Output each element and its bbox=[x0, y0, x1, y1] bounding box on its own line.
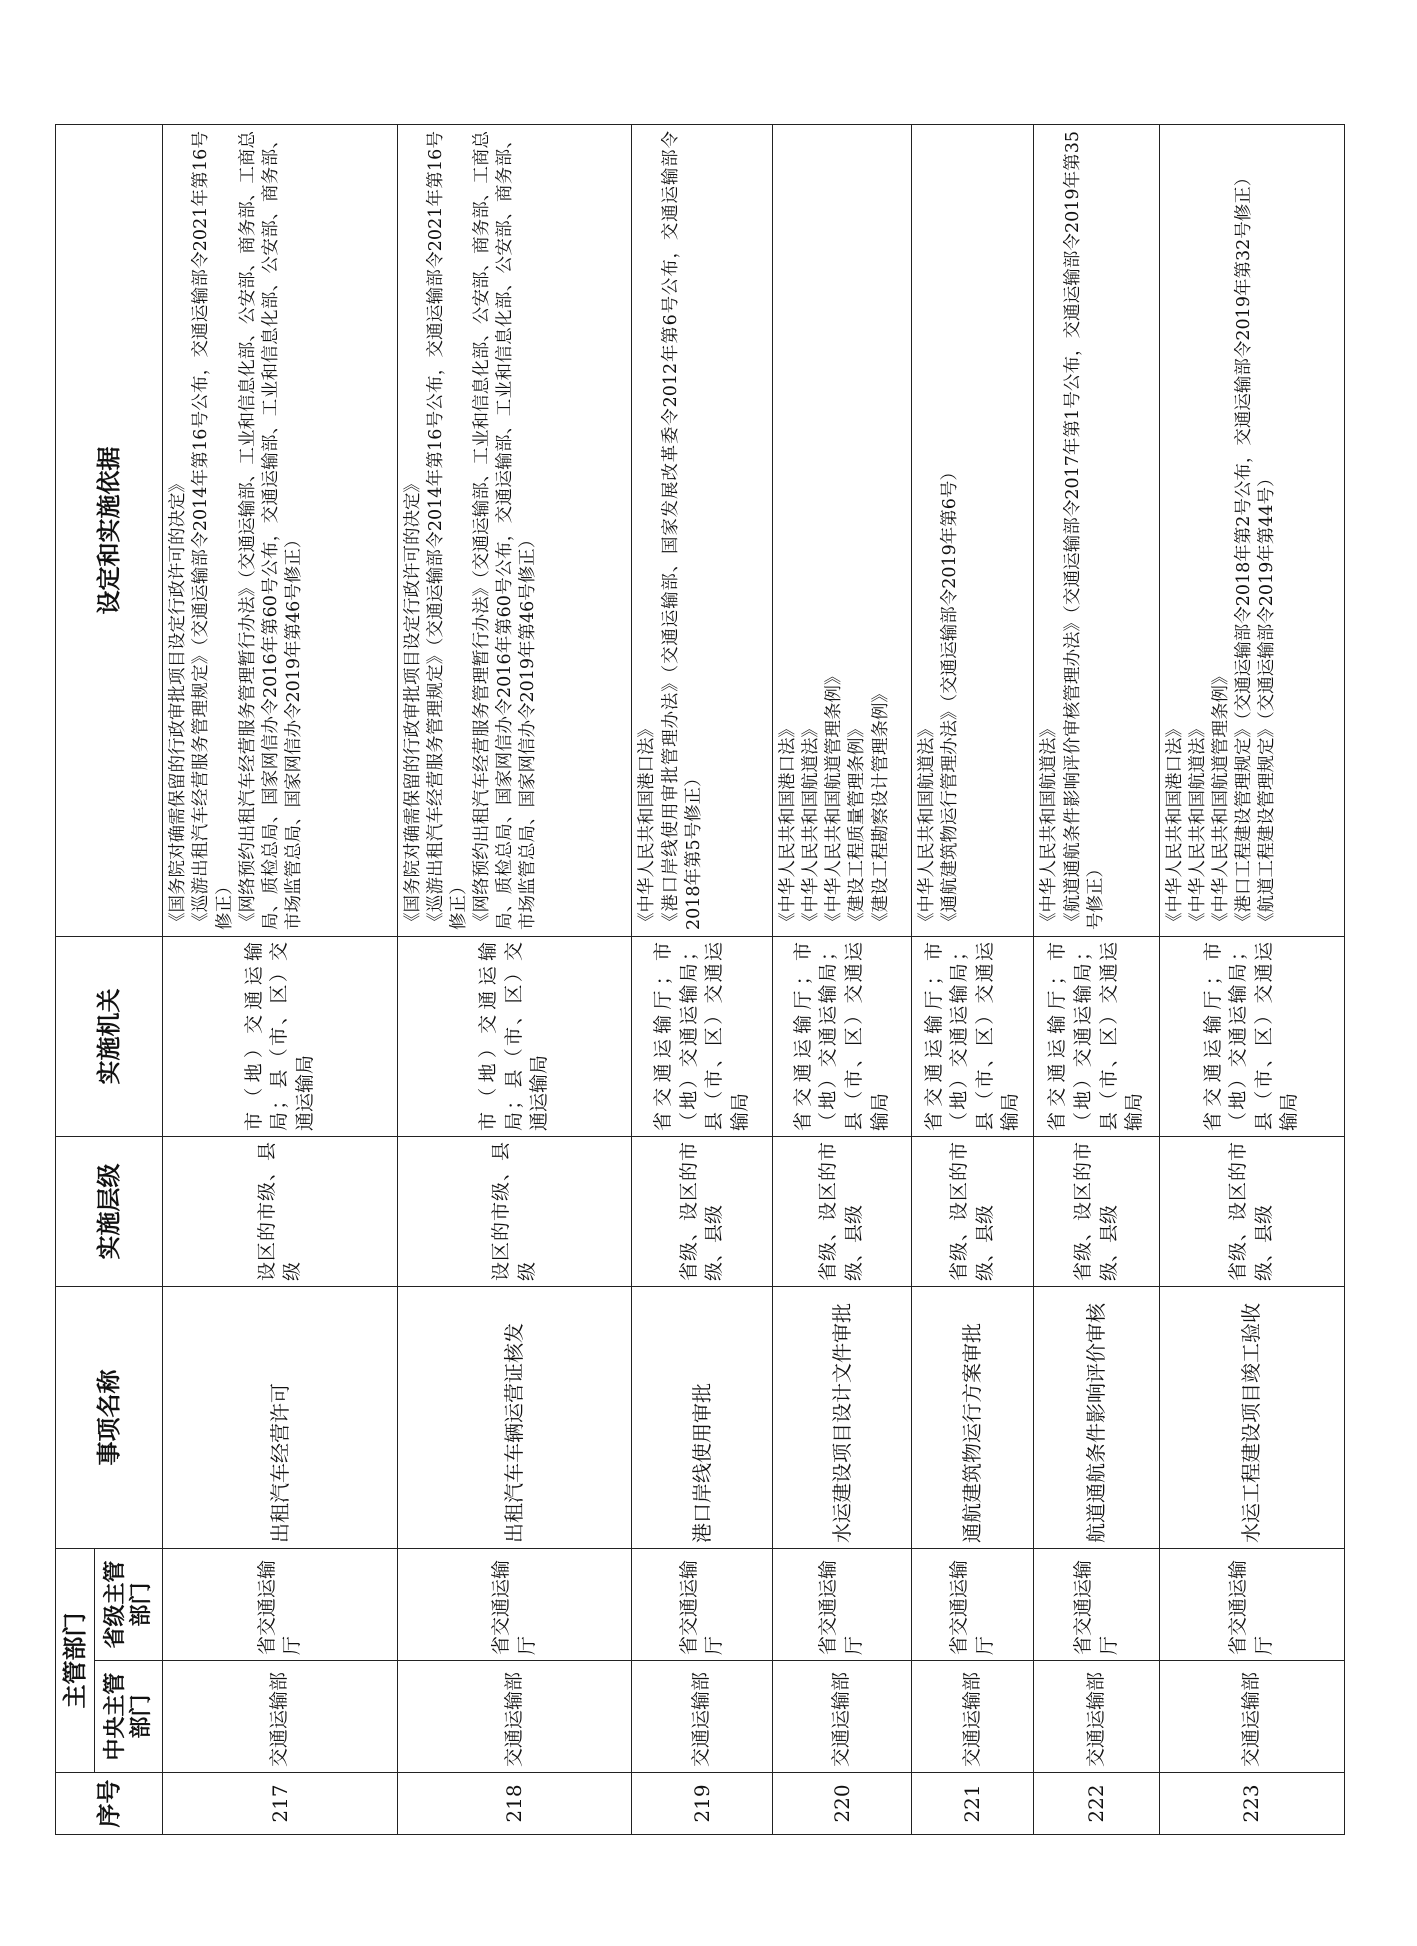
rotated-page bbox=[55, 125, 1345, 1835]
basis-line: 《航道通航条件影响评价审核管理办法》（交通运输部令2017年第1号公布，交通运输部令2019年第35号修正） bbox=[1062, 131, 1106, 930]
level-cell: 省级、设区的市级、县级 bbox=[912, 1137, 1034, 1287]
level-cell: 省级、设区的市级、县级 bbox=[1034, 1137, 1159, 1287]
basis-line: 《网络预约出租汽车经营服务管理暂行办法》（交通运输部、工业和信息化部、公安部、商务部、工商总局、质检总局、国家网信办令2016年第60号公布，交通运输部、工业和信息化部、公安部、商务部、市场监管总局、国家网信办令2019年第46号修正） bbox=[472, 131, 539, 930]
org-cell: 省交通运输厅；市（地）交通运输局；县（市、区）交通运输局 bbox=[632, 937, 773, 1137]
basis-line: 《国务院对确需保留的行政审批项目设定行政许可的决定》 bbox=[168, 475, 189, 930]
admin-license-table bbox=[55, 124, 1345, 1835]
org-cell: 省交通运输厅；市（地）交通运输局；县（市、区）交通运输局 bbox=[912, 937, 1034, 1137]
seq-cell: 219 bbox=[632, 1773, 773, 1835]
table-row bbox=[1159, 125, 1344, 1835]
basis-cell bbox=[163, 125, 398, 937]
item-name-cell: 航道通航条件影响评价审核 bbox=[1034, 1287, 1159, 1549]
seq-cell: 217 bbox=[163, 1773, 398, 1835]
provincial-dept-cell: 省交通运输厅 bbox=[912, 1549, 1034, 1661]
level-cell: 设区的市级、县级 bbox=[397, 1137, 632, 1287]
provincial-dept-cell: 省交通运输厅 bbox=[773, 1549, 912, 1661]
basis-line: 《中华人民共和国港口法》 bbox=[637, 720, 658, 930]
basis-cell bbox=[1159, 125, 1344, 937]
org-cell: 省交通运输厅；市（地）交通运输局；县（市、区）交通运输局 bbox=[773, 937, 912, 1137]
basis-line: 《建设工程质量管理条例》 bbox=[847, 720, 868, 930]
seq-cell: 221 bbox=[912, 1773, 1034, 1835]
basis-line: 《巡游出租汽车经营服务管理规定》（交通运输部令2014年第16号公布，交通运输部令2021年第16号修正） bbox=[191, 131, 235, 930]
basis-cell bbox=[397, 125, 632, 937]
central-dept-cell: 交通运输部 bbox=[163, 1661, 398, 1773]
basis-line: 《港口工程建设管理规定》（交通运输部令2018年第2号公布，交通运输部令2019年第32号修正） bbox=[1233, 168, 1254, 930]
provincial-dept-cell: 省交通运输厅 bbox=[1034, 1549, 1159, 1661]
header-central-dept: 中央主管部门 bbox=[95, 1661, 163, 1773]
item-name-cell: 出租汽车经营许可 bbox=[163, 1287, 398, 1549]
seq-cell: 218 bbox=[397, 1773, 632, 1835]
item-name-cell: 港口岸线使用审批 bbox=[632, 1287, 773, 1549]
central-dept-cell: 交通运输部 bbox=[632, 1661, 773, 1773]
table-row bbox=[163, 125, 398, 1835]
central-dept-cell: 交通运输部 bbox=[773, 1661, 912, 1773]
basis-line: 《建设工程勘察设计管理条例》 bbox=[870, 685, 891, 930]
provincial-dept-cell: 省交通运输厅 bbox=[632, 1549, 773, 1661]
table-row bbox=[773, 125, 912, 1835]
basis-line: 《国务院对确需保留的行政审批项目设定行政许可的决定》 bbox=[402, 475, 423, 930]
basis-line: 《中华人民共和国航道管理条例》 bbox=[1210, 667, 1231, 930]
header-basis: 设定和实施依据 bbox=[56, 125, 163, 937]
basis-line: 《巡游出租汽车经营服务管理规定》（交通运输部令2014年第16号公布，交通运输部令2021年第16号修正） bbox=[426, 131, 470, 930]
table-row bbox=[1034, 125, 1159, 1835]
seq-cell: 223 bbox=[1159, 1773, 1344, 1835]
basis-line: 《中华人民共和国港口法》 bbox=[1164, 720, 1185, 930]
central-dept-cell: 交通运输部 bbox=[397, 1661, 632, 1773]
org-cell: 市（地）交通运输局；县（市、区）交通运输局 bbox=[163, 937, 398, 1137]
header-dept-group: 主管部门 bbox=[56, 1549, 95, 1773]
item-name-cell: 水运建设项目设计文件审批 bbox=[773, 1287, 912, 1549]
item-name-cell: 水运工程建设项目竣工验收 bbox=[1159, 1287, 1344, 1549]
basis-line: 《中华人民共和国航道管理条例》 bbox=[824, 667, 845, 930]
header-org: 实施机关 bbox=[56, 937, 163, 1137]
header-provincial-dept: 省级主管部门 bbox=[95, 1549, 163, 1661]
header-item-name: 事项名称 bbox=[56, 1287, 163, 1549]
basis-cell bbox=[632, 125, 773, 937]
table-row bbox=[397, 125, 632, 1835]
basis-line: 《航道工程建设管理规定》（交通运输部令2019年第44号） bbox=[1256, 469, 1277, 930]
item-name-cell: 出租汽车车辆运营证核发 bbox=[397, 1287, 632, 1549]
provincial-dept-cell: 省交通运输厅 bbox=[397, 1549, 632, 1661]
basis-line: 《网络预约出租汽车经营服务管理暂行办法》（交通运输部、工业和信息化部、公安部、商务部、工商总局、质检总局、国家网信办令2016年第60号公布，交通运输部、工业和信息化部、公安部、商务部、市场监管总局、国家网信办令2019年第46号修正） bbox=[237, 131, 304, 930]
table-row bbox=[632, 125, 773, 1835]
level-cell: 省级、设区的市级、县级 bbox=[632, 1137, 773, 1287]
level-cell: 设区的市级、县级 bbox=[163, 1137, 398, 1287]
level-cell: 省级、设区的市级、县级 bbox=[1159, 1137, 1344, 1287]
org-cell: 省交通运输厅；市（地）交通运输局；县（市、区）交通运输局 bbox=[1159, 937, 1344, 1137]
basis-line: 《中华人民共和国航道法》 bbox=[801, 720, 822, 930]
basis-cell bbox=[1034, 125, 1159, 937]
basis-line: 《港口岸线使用审批管理办法》（交通运输部、国家发展改革委令2012年第6号公布，交通运输部令2018年第5号修正） bbox=[660, 131, 704, 930]
basis-line: 《中华人民共和国航道法》 bbox=[917, 720, 938, 930]
basis-line: 《通航建筑物运行管理办法》（交通运输部令2019年第6号） bbox=[940, 463, 961, 930]
basis-line: 《中华人民共和国港口法》 bbox=[778, 720, 799, 930]
org-cell: 省交通运输厅；市（地）交通运输局；县（市、区）交通运输局 bbox=[1034, 937, 1159, 1137]
provincial-dept-cell: 省交通运输厅 bbox=[163, 1549, 398, 1661]
item-name-cell: 通航建筑物运行方案审批 bbox=[912, 1287, 1034, 1549]
table-row bbox=[912, 125, 1034, 1835]
header-level: 实施层级 bbox=[56, 1137, 163, 1287]
provincial-dept-cell: 省交通运输厅 bbox=[1159, 1549, 1344, 1661]
seq-cell: 220 bbox=[773, 1773, 912, 1835]
basis-cell bbox=[912, 125, 1034, 937]
level-cell: 省级、设区的市级、县级 bbox=[773, 1137, 912, 1287]
basis-line: 《中华人民共和国航道法》 bbox=[1039, 720, 1060, 930]
org-cell: 市（地）交通运输局；县（市、区）交通运输局 bbox=[397, 937, 632, 1137]
header-seq: 序号 bbox=[56, 1773, 163, 1835]
central-dept-cell: 交通运输部 bbox=[1159, 1661, 1344, 1773]
central-dept-cell: 交通运输部 bbox=[1034, 1661, 1159, 1773]
basis-cell bbox=[773, 125, 912, 937]
central-dept-cell: 交通运输部 bbox=[912, 1661, 1034, 1773]
seq-cell: 222 bbox=[1034, 1773, 1159, 1835]
basis-line: 《中华人民共和国航道法》 bbox=[1187, 720, 1208, 930]
